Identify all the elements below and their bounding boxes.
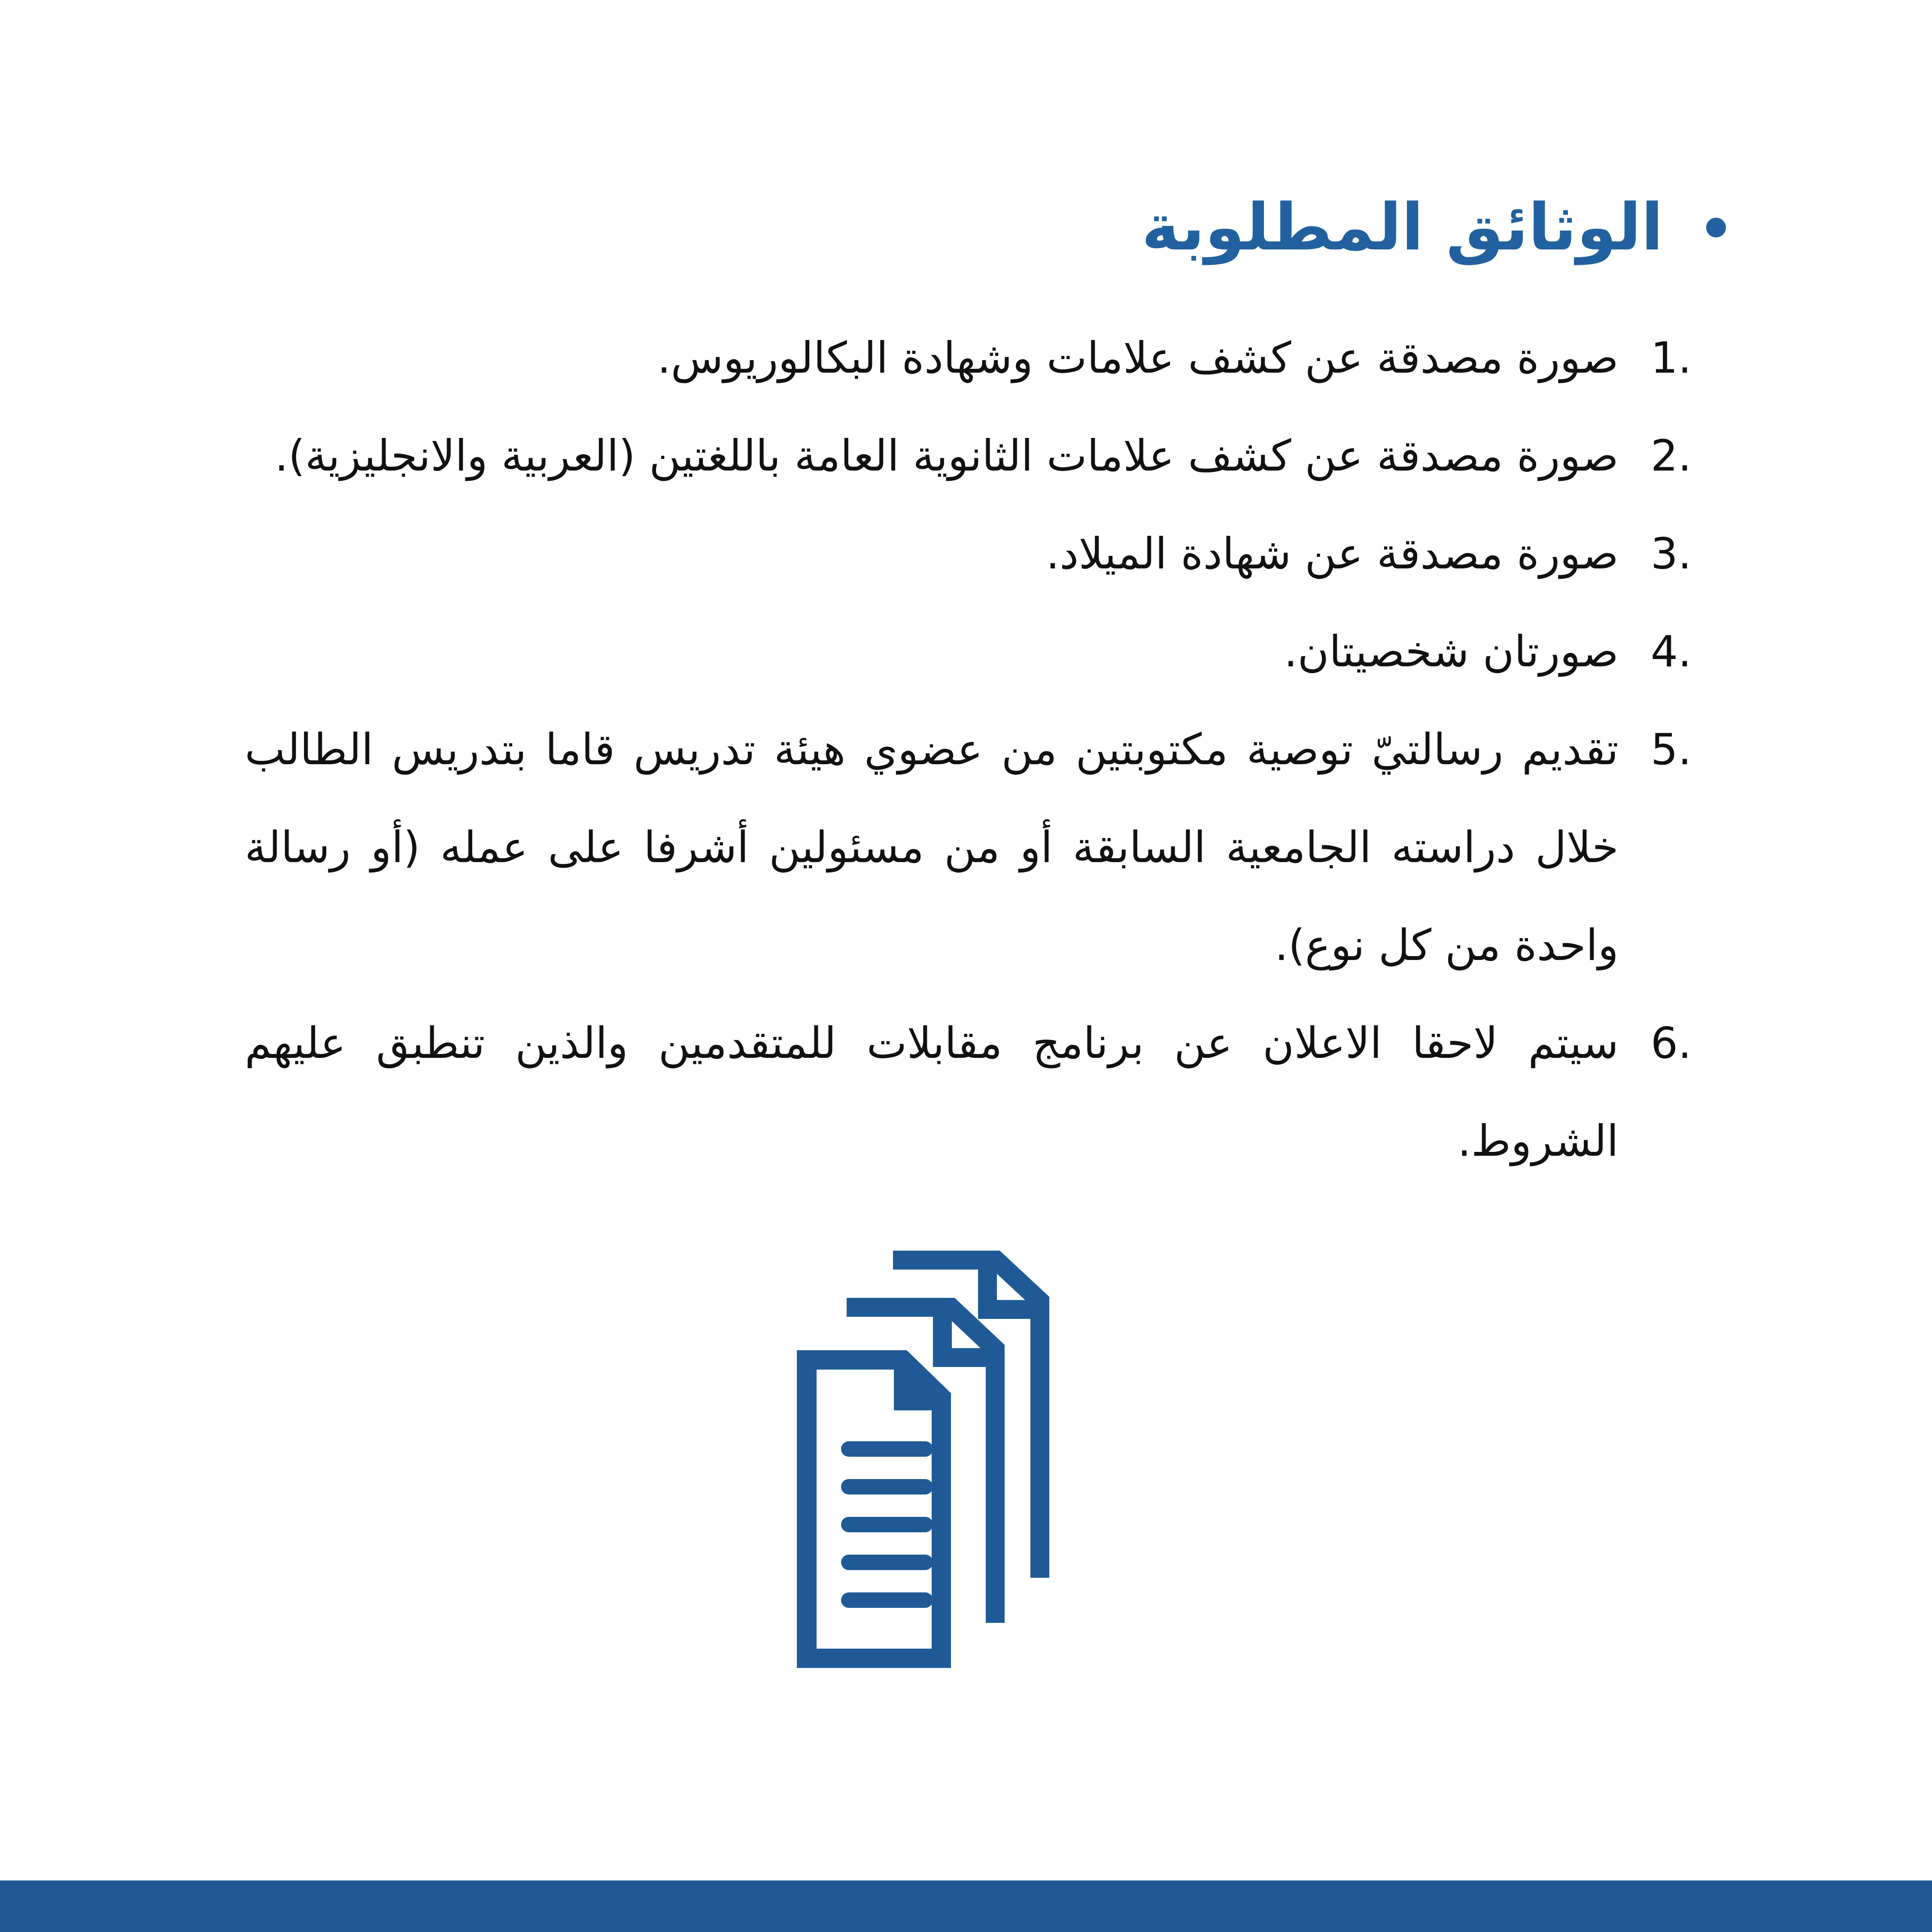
- list-item: [245, 994, 1692, 1190]
- list-item: [245, 407, 1692, 505]
- item-text: صورة مصدقة عن كشف علامات الثانوية العامة باللغتين (العربية والانجليزية).: [274, 431, 1619, 481]
- item-text: تقديم رسالتيّ توصية مكتوبتين من عضوي هيئة تدريس قاما بتدريس الطالب خلال دراسته الجامعية السابقة أو من مسئولين أشرفا على عمله (أو رسالة واحدة من كل نوع).: [245, 724, 1619, 970]
- heading-title: الوثائق المطلوبة: [1141, 190, 1663, 265]
- item-number: .2: [1650, 431, 1692, 481]
- item-text: صورتان شخصيتان.: [1284, 626, 1619, 677]
- list-item: [245, 603, 1692, 701]
- item-number: .6: [1650, 1018, 1692, 1068]
- documents-list: [245, 309, 1692, 1190]
- list-item: [245, 505, 1692, 603]
- bottom-bar: [0, 1880, 1932, 1932]
- item-number: .3: [1650, 529, 1692, 579]
- item-text: سيتم لاحقا الاعلان عن برنامج مقابلات للمتقدمين والذين تنطبق عليهم الشروط.: [245, 1018, 1619, 1166]
- item-number: .5: [1650, 724, 1692, 775]
- bullet-icon: [1706, 218, 1726, 237]
- item-number: .1: [1650, 333, 1692, 383]
- section-heading: [1142, 189, 1726, 266]
- list-item: [245, 309, 1692, 407]
- item-text: صورة مصدقة عن شهادة الميلاد.: [1046, 529, 1619, 579]
- item-number: .4: [1650, 626, 1692, 677]
- item-text: صورة مصدقة عن كشف علامات وشهادة البكالوريوس.: [657, 333, 1619, 383]
- list-item: [245, 701, 1692, 994]
- documents-stack-icon: [794, 1245, 1138, 1683]
